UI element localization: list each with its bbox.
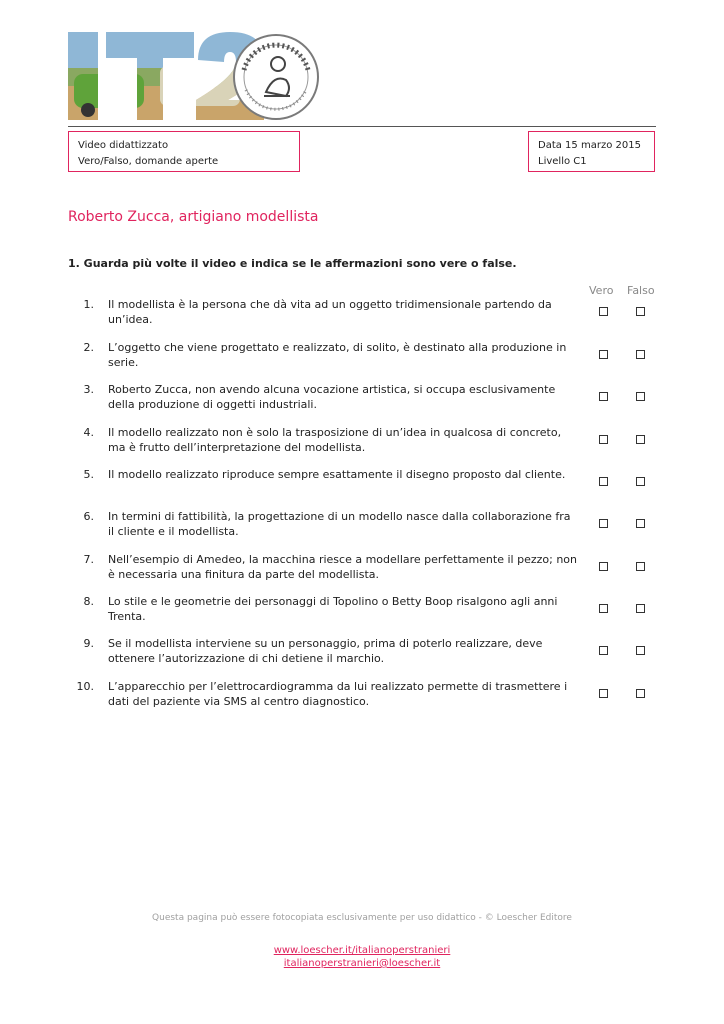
vero-checkbox[interactable] — [599, 307, 608, 316]
statement-number: 2. — [83, 341, 94, 354]
statement-number: 7. — [83, 553, 94, 566]
it2-logo — [68, 30, 320, 124]
header-rule — [68, 126, 656, 127]
falso-checkbox[interactable] — [636, 689, 645, 698]
statement-text: Nell’esempio di Amedeo, la macchina riesce a modellare perfettamente il pezzo; non è necessaria una finitura da parte del modellista. — [108, 553, 577, 581]
vero-checkbox[interactable] — [599, 604, 608, 613]
statement-item — [68, 425, 656, 465]
column-header-vero: Vero — [589, 284, 614, 297]
statement-item — [68, 382, 656, 422]
falso-checkbox[interactable] — [636, 604, 645, 613]
statement-number: 10. — [76, 680, 94, 693]
falso-checkbox[interactable] — [636, 350, 645, 359]
falso-checkbox[interactable] — [636, 519, 645, 528]
statement-item — [68, 679, 656, 719]
statement-text: L’apparecchio per l’elettrocardiogramma da lui realizzato permette di trasmettere i dati del paziente via SMS al centro diagnostico. — [108, 680, 568, 708]
statement-number: 6. — [83, 510, 94, 523]
vero-checkbox[interactable] — [599, 646, 608, 655]
loescher-seal — [234, 35, 318, 119]
statement-number: 3. — [83, 383, 94, 396]
statement-text: In termini di fattibilità, la progettazione di un modello nasce dalla collaborazione fra il cliente e il modellista. — [108, 510, 571, 538]
level-label: Livello C1 — [538, 156, 587, 167]
vero-checkbox[interactable] — [599, 519, 608, 528]
falso-checkbox[interactable] — [636, 435, 645, 444]
falso-checkbox[interactable] — [636, 392, 645, 401]
falso-checkbox[interactable] — [636, 307, 645, 316]
statement-text: Il modello realizzato non è solo la trasposizione di un’idea in qualcosa di concreto, ma è frutto dell’interpretazione del modellista. — [108, 426, 562, 454]
statement-number: 5. — [83, 468, 94, 481]
website-link[interactable]: www.loescher.it/italianoperstranieri — [273, 945, 451, 956]
exercise-instruction: 1. Guarda più volte il video e indica se le affermazioni sono vere o false. — [68, 257, 517, 270]
column-header-falso: Falso — [627, 284, 655, 297]
falso-checkbox[interactable] — [636, 646, 645, 655]
vero-checkbox[interactable] — [599, 562, 608, 571]
statement-item — [68, 636, 656, 676]
statement-text: L’oggetto che viene progettato e realizzato, di solito, è destinato alla produzione in serie. — [108, 341, 567, 369]
statement-number: 9. — [83, 637, 94, 650]
page-title: Roberto Zucca, artigiano modellista — [68, 209, 319, 225]
vero-checkbox[interactable] — [599, 477, 608, 486]
copyright-notice: Questa pagina può essere fotocopiata esclusivamente per uso didattico - © Loescher Editore — [152, 913, 572, 923]
activity-info-box — [68, 131, 300, 172]
date-label: Data 15 marzo 2015 — [538, 140, 641, 151]
statement-item — [68, 552, 656, 592]
vero-checkbox[interactable] — [599, 435, 608, 444]
date-level-box — [528, 131, 655, 172]
statement-item — [68, 297, 656, 337]
vero-checkbox[interactable] — [599, 350, 608, 359]
statement-item — [68, 594, 656, 634]
statement-text: Lo stile e le geometrie dei personaggi di Topolino o Betty Boop risalgono agli anni Trenta. — [108, 595, 558, 623]
statement-number: 1. — [83, 298, 94, 311]
statement-number: 8. — [83, 595, 94, 608]
statement-number: 4. — [83, 426, 94, 439]
vero-checkbox[interactable] — [599, 689, 608, 698]
statement-text: Il modello realizzato riproduce sempre esattamente il disegno proposto dal cliente. — [108, 468, 566, 481]
statement-text: Il modellista è la persona che dà vita ad un oggetto tridimensionale partendo da un’idea. — [108, 298, 552, 326]
activity-type: Video didattizzato — [78, 140, 169, 151]
statement-item — [68, 509, 656, 549]
vero-checkbox[interactable] — [599, 392, 608, 401]
statement-item — [68, 467, 656, 507]
exercise-type: Vero/Falso, domande aperte — [78, 156, 219, 167]
statement-text: Roberto Zucca, non avendo alcuna vocazione artistica, si occupa esclusivamente della produzione di oggetti industriali. — [108, 383, 556, 411]
statement-text: Se il modellista interviene su un personaggio, prima di poterlo realizzare, deve ottenere l’autorizzazione di chi detiene il marchio. — [108, 637, 543, 665]
falso-checkbox[interactable] — [636, 477, 645, 486]
statement-item — [68, 340, 656, 380]
email-link[interactable]: italianoperstranieri@loescher.it — [283, 958, 441, 969]
falso-checkbox[interactable] — [636, 562, 645, 571]
